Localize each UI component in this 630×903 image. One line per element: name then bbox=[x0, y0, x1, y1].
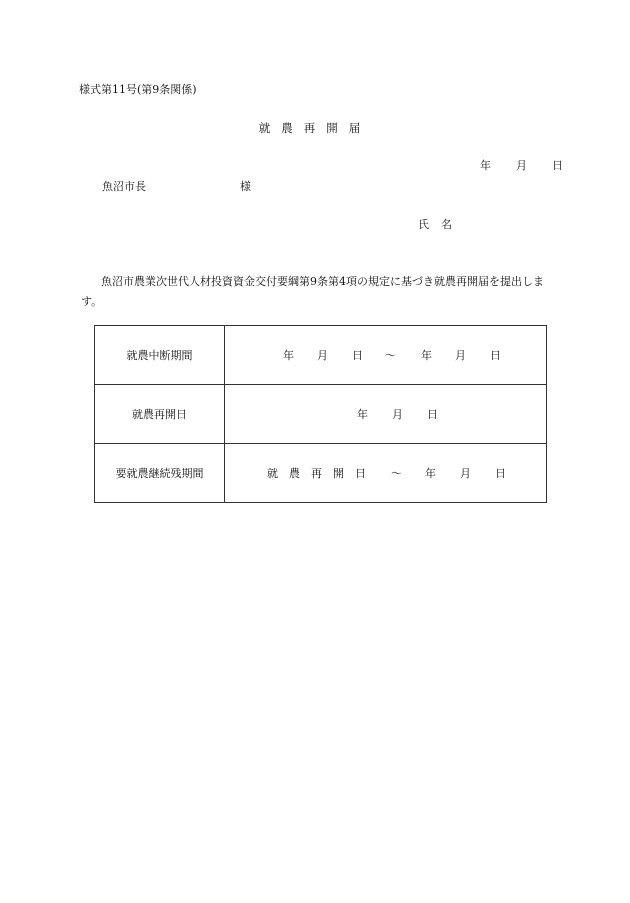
part: 日 bbox=[490, 349, 501, 362]
row-label-remaining-period: 要就農継続残期間 bbox=[95, 444, 225, 503]
part: 年 bbox=[357, 408, 368, 421]
part: 日 bbox=[495, 467, 506, 480]
remaining-period-field[interactable] bbox=[225, 444, 547, 503]
table-row bbox=[95, 444, 547, 503]
part: 年 bbox=[421, 349, 432, 362]
part: 日 bbox=[427, 408, 438, 421]
part: 月 bbox=[317, 349, 328, 362]
document-title: 就農再開届 bbox=[258, 121, 372, 135]
part: 日 bbox=[355, 467, 366, 480]
part: 就 bbox=[267, 467, 278, 480]
part: ～ bbox=[391, 467, 402, 480]
resumption-form-table bbox=[94, 325, 547, 503]
addressee-name: 魚沼市長 bbox=[102, 180, 146, 193]
date-year-label: 年 bbox=[480, 159, 491, 172]
part: 日 bbox=[352, 349, 363, 362]
part: 月 bbox=[455, 349, 466, 362]
part: 開 bbox=[333, 467, 344, 480]
table-row bbox=[95, 385, 547, 444]
body-text: 魚沼市農業次世代人材投資資金交付要綱第9条第4項の規定に基づき就農再開届を提出します。 bbox=[81, 275, 544, 308]
table-row bbox=[95, 326, 547, 385]
part: 月 bbox=[460, 467, 471, 480]
date-day-label: 日 bbox=[552, 159, 563, 172]
applicant-name-label: 氏名 bbox=[418, 218, 464, 231]
part: 年 bbox=[283, 349, 294, 362]
resumption-date-field[interactable] bbox=[225, 385, 547, 444]
part: 月 bbox=[392, 408, 403, 421]
addressee-honorific: 様 bbox=[240, 180, 251, 193]
row-label-resumption-date: 就農再開日 bbox=[95, 385, 225, 444]
part: 再 bbox=[311, 467, 322, 480]
part: 年 bbox=[425, 467, 436, 480]
date-month-label: 月 bbox=[516, 159, 527, 172]
form-number: 様式第11号(第9条関係) bbox=[79, 83, 197, 96]
part: ～ bbox=[385, 349, 396, 362]
row-label-interruption-period: 就農中断期間 bbox=[95, 326, 225, 385]
interruption-period-field[interactable] bbox=[225, 326, 547, 385]
part: 農 bbox=[289, 467, 300, 480]
